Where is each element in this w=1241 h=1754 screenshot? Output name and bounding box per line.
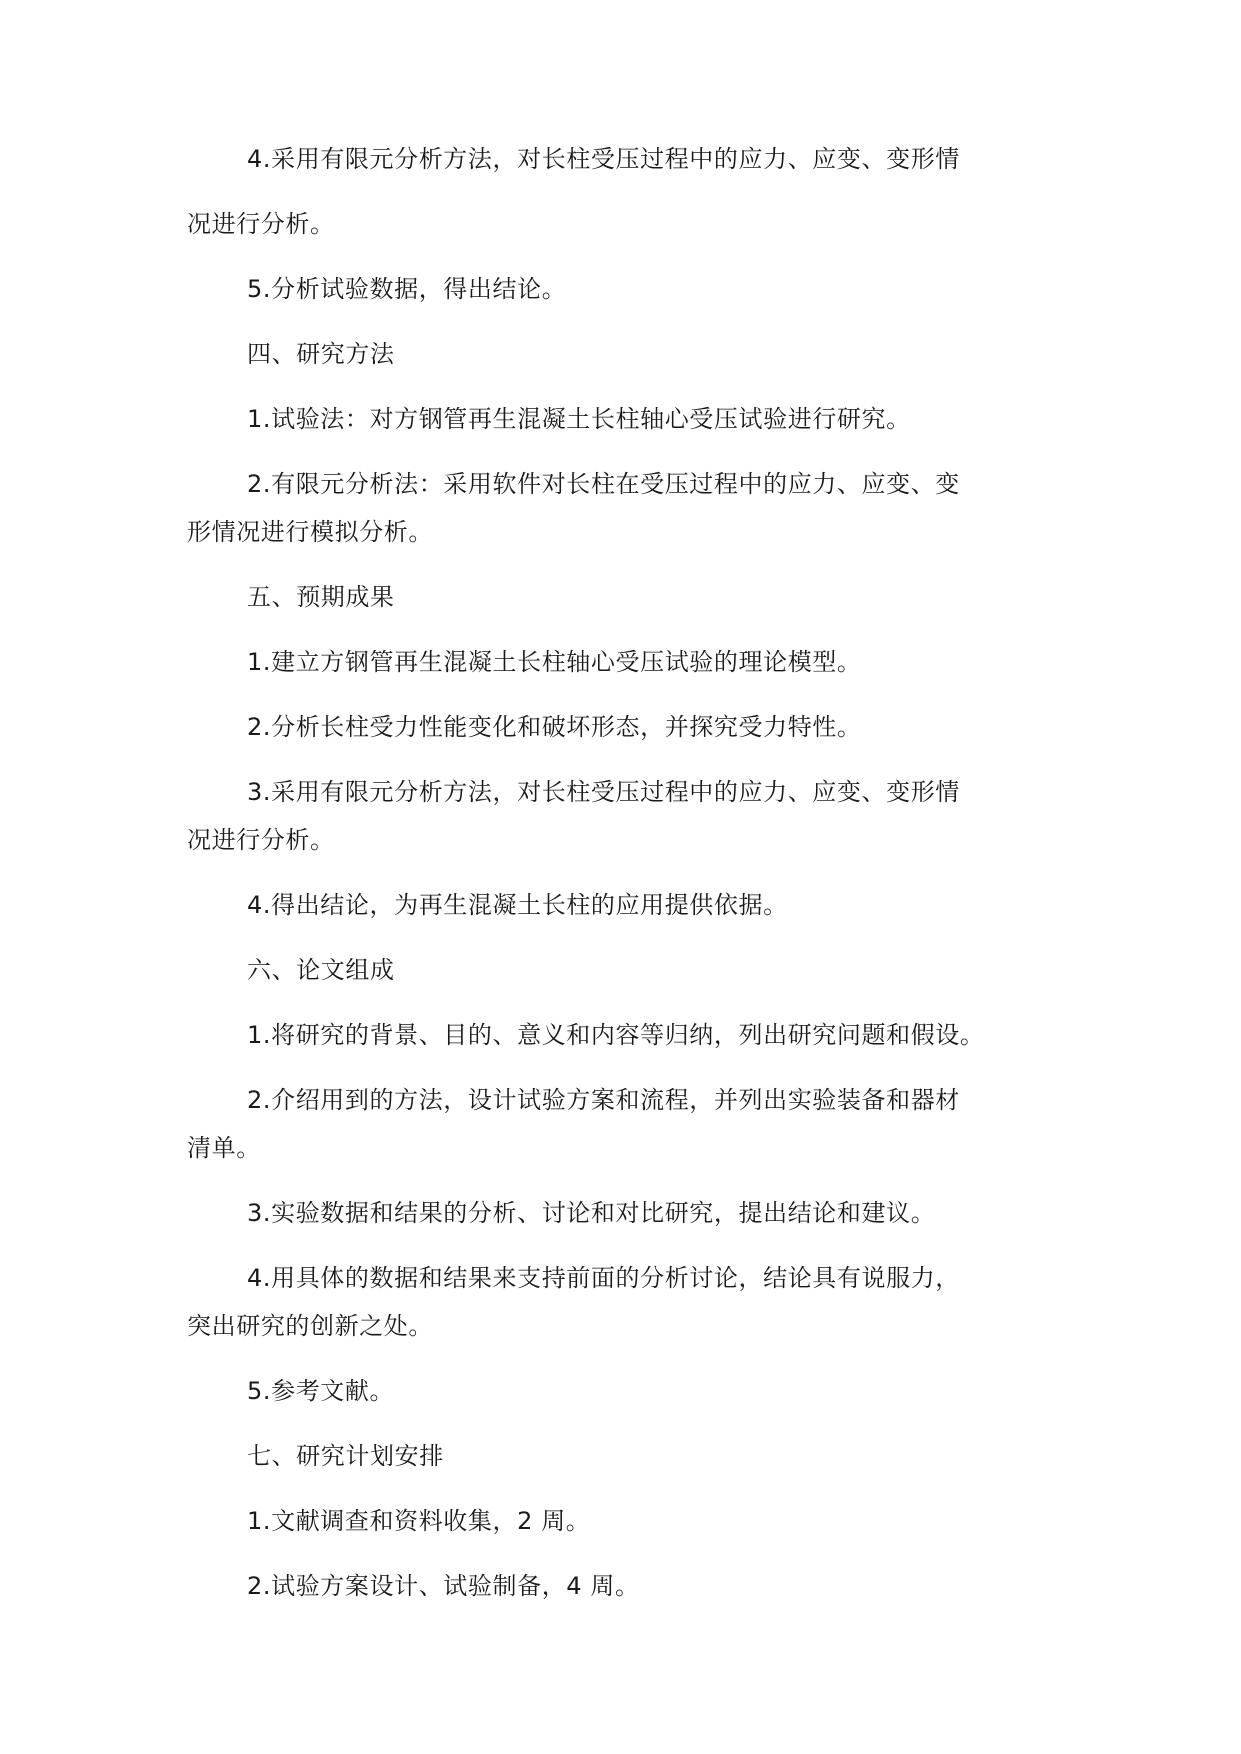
paragraph-line: 1.文献调查和资料收集，2 周。 (247, 1507, 591, 1535)
paragraph-line: 1.建立方钢管再生混凝土长柱轴心受压试验的理论模型。 (247, 648, 862, 676)
paragraph-line: 5.分析试验数据，得出结论。 (247, 275, 567, 303)
paragraph-line: 形情况进行模拟分析。 (187, 518, 433, 546)
paragraph-line: 况进行分析。 (187, 826, 335, 854)
paragraph-line: 清单。 (187, 1134, 261, 1162)
section-heading: 六、论文组成 (247, 956, 395, 984)
paragraph-line: 4.得出结论，为再生混凝土长柱的应用提供依据。 (247, 891, 788, 919)
paragraph-line: 3.实验数据和结果的分析、讨论和对比研究，提出结论和建议。 (247, 1199, 936, 1227)
section-heading: 五、预期成果 (247, 583, 395, 611)
paragraph-line: 2.介绍用到的方法，设计试验方案和流程，并列出实验装备和器材 (247, 1086, 960, 1114)
section-heading: 四、研究方法 (247, 340, 395, 368)
paragraph-line: 5.参考文献。 (247, 1377, 395, 1405)
paragraph-line: 2.有限元分析法：采用软件对长柱在受压过程中的应力、应变、变 (247, 470, 960, 498)
paragraph-line: 2.分析长柱受力性能变化和破坏形态，并探究受力特性。 (247, 713, 862, 741)
paragraph-line: 突出研究的创新之处。 (187, 1312, 433, 1340)
paragraph-line: 3.采用有限元分析方法，对长柱受压过程中的应力、应变、变形情 (247, 778, 960, 806)
section-heading: 七、研究计划安排 (247, 1442, 444, 1470)
paragraph-line: 1.试验法：对方钢管再生混凝土长柱轴心受压试验进行研究。 (247, 405, 911, 433)
paragraph-line: 4.采用有限元分析方法，对长柱受压过程中的应力、应变、变形情 (247, 145, 960, 173)
paragraph-line: 况进行分析。 (187, 210, 335, 238)
paragraph-line: 4.用具体的数据和结果来支持前面的分析讨论，结论具有说服力， (247, 1264, 960, 1292)
paragraph-line: 2.试验方案设计、试验制备，4 周。 (247, 1572, 640, 1600)
paragraph-line: 1.将研究的背景、目的、意义和内容等归纳，列出研究问题和假设。 (247, 1021, 985, 1049)
